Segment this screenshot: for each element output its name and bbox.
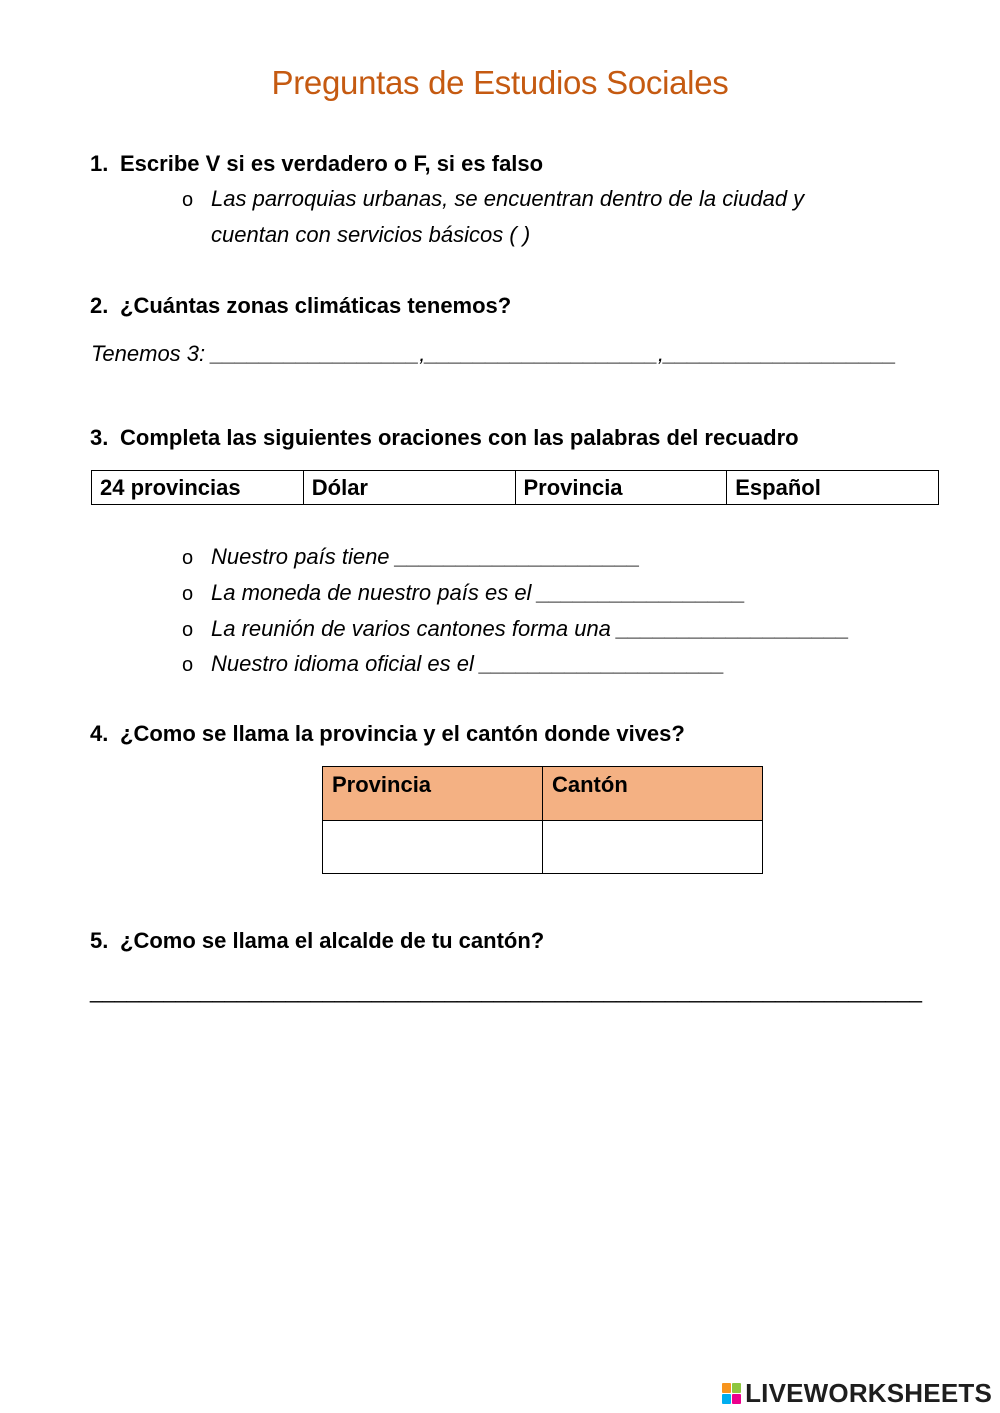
bullet-icon: o bbox=[182, 619, 194, 641]
location-table-header bbox=[323, 767, 763, 821]
question-4-text: ¿Como se llama la provincia y el cantón donde vives? bbox=[120, 721, 685, 746]
question-5-number: 5. bbox=[90, 928, 109, 953]
question-2-text: ¿Cuántas zonas climáticas tenemos? bbox=[120, 293, 512, 318]
bullet-icon: o bbox=[182, 654, 194, 676]
q3-item-1[interactable]: Nuestro país tiene ____________________ bbox=[211, 544, 641, 569]
header-provincia: Provincia bbox=[323, 767, 543, 821]
page-title: Preguntas de Estudios Sociales bbox=[271, 64, 729, 101]
q5-answer-line[interactable]: ____________________________________________________________________ bbox=[90, 978, 923, 1003]
q3-item-2[interactable]: La moneda de nuestro país es el _________________ bbox=[211, 580, 746, 605]
logo-square-1 bbox=[722, 1383, 731, 1393]
header-canton: Cantón bbox=[543, 767, 763, 821]
canton-answer-cell[interactable] bbox=[543, 821, 763, 874]
logo-icon bbox=[722, 1383, 741, 1404]
liveworksheets-logo bbox=[722, 1378, 992, 1409]
q1-item-line-1: Las parroquias urbanas, se encuentran dentro de la ciudad y bbox=[211, 186, 805, 211]
word-bank-cell: Provincia bbox=[515, 471, 727, 505]
question-3-number: 3. bbox=[90, 425, 109, 450]
bullet-icon: o bbox=[182, 547, 194, 569]
question-5-text: ¿Como se llama el alcalde de tu cantón? bbox=[120, 928, 545, 953]
location-table-answer-row bbox=[323, 821, 763, 874]
logo-square-3 bbox=[722, 1394, 731, 1404]
question-2-number: 2. bbox=[90, 293, 109, 318]
word-bank-cell: Español bbox=[727, 471, 939, 505]
question-1-number: 1. bbox=[90, 151, 109, 176]
logo-square-4 bbox=[732, 1394, 741, 1404]
question-4-number: 4. bbox=[90, 721, 109, 746]
bullet-icon: o bbox=[182, 583, 194, 605]
question-2 bbox=[90, 293, 511, 319]
q1-item-line-2: cuentan con servicios básicos ( ) bbox=[211, 222, 531, 247]
bullet-icon: o bbox=[182, 189, 194, 211]
q3-item-3[interactable]: La reunión de varios cantones forma una ___________________ bbox=[211, 616, 850, 641]
provincia-answer-cell[interactable] bbox=[323, 821, 543, 874]
word-bank-row bbox=[92, 471, 939, 505]
word-bank-cell: Dólar bbox=[303, 471, 515, 505]
question-1 bbox=[90, 151, 543, 177]
question-4 bbox=[90, 721, 685, 747]
location-table bbox=[322, 766, 763, 874]
question-1-text: Escribe V si es verdadero o F, si es falso bbox=[120, 151, 544, 176]
q2-answer-field[interactable]: Tenemos 3: _________________,___________________,___________________ bbox=[91, 341, 897, 366]
word-bank-table bbox=[91, 470, 939, 505]
question-3-text: Completa las siguientes oraciones con las palabras del recuadro bbox=[120, 425, 799, 450]
q3-item-4[interactable]: Nuestro idioma oficial es el ____________________ bbox=[211, 651, 725, 676]
logo-text: LIVEWORKSHEETS bbox=[745, 1378, 992, 1408]
logo-square-2 bbox=[732, 1383, 741, 1393]
word-bank-cell: 24 provincias bbox=[92, 471, 304, 505]
question-5 bbox=[90, 928, 544, 954]
question-3 bbox=[90, 425, 799, 451]
